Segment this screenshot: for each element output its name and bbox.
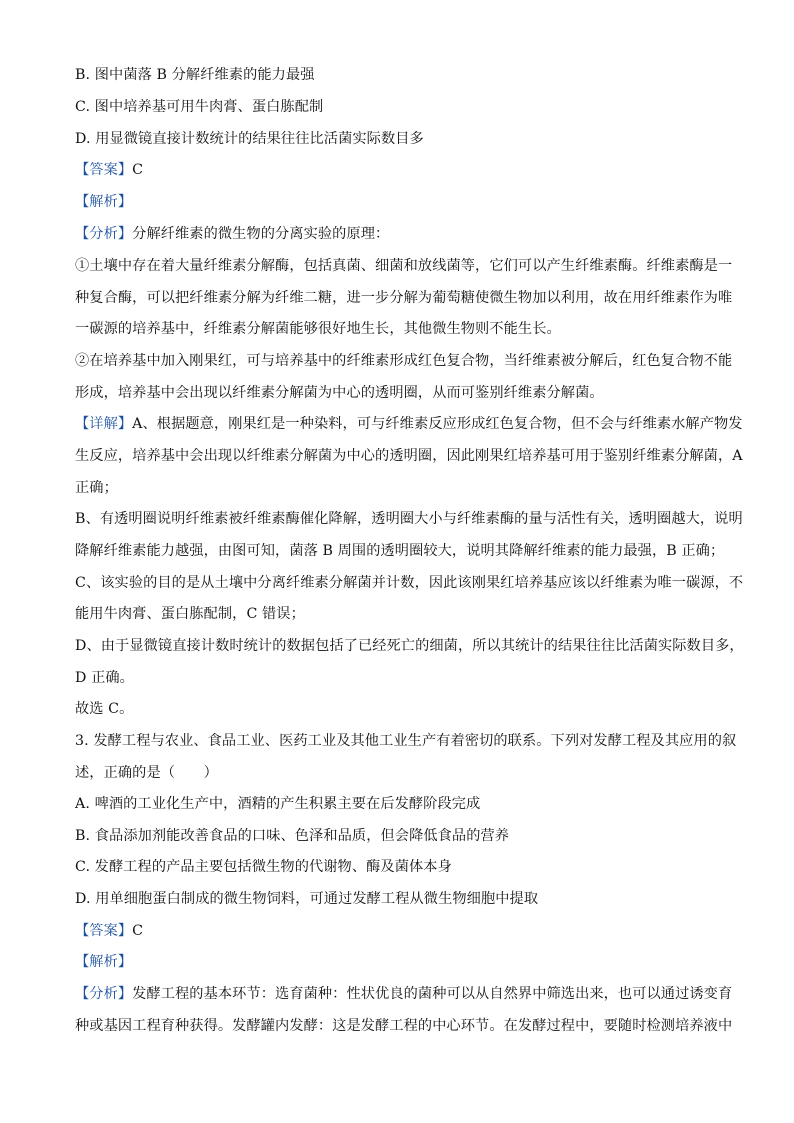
- fenxi-line: 【分析】发酵工程的基本环节：选育菌种：性状优良的菌种可以从自然界中筛选出来，也可以通过诱变育: [75, 986, 733, 1002]
- answer-value: C: [132, 162, 144, 178]
- paragraph-line: C、该实验的目的是从土壤中分离纤维素分解菌并计数，因此该刚果红培养基应该以纤维素为唯一碳源，不: [75, 575, 744, 591]
- analysis-heading: 【解析】: [75, 954, 133, 970]
- xiangjie-tag: 【详解】: [75, 416, 133, 432]
- paragraph-line: ①土壤中存在着大量纤维素分解酶，包括真菌、细菌和放线菌等，它们可以产生纤维素酶。纤维素酶是一: [75, 258, 733, 274]
- fenxi-tag: 【分析】: [75, 986, 133, 1002]
- paragraph-line: B、有透明圈说明纤维素被纤维素酶催化降解，透明圈大小与纤维素酶的量与活性有关，透明圈越大，说明: [75, 511, 743, 527]
- option-d: D. 用显微镜直接计数统计的结果往往比活菌实际数目多: [75, 131, 424, 147]
- answer-value: C: [132, 923, 144, 939]
- paragraph-line: 降解纤维素能力越强，由图可知，菌落 B 周围的透明圈较大，说明其降解纤维素的能力最强，B 正确；: [75, 543, 725, 559]
- question-3-stem: 3. 发酵工程与农业、食品工业、医药工业及其他工业生产有着密切的联系。下列对发酵工程及其应用的叙: [75, 733, 737, 749]
- answer-line: [75, 921, 725, 941]
- question-3-stem: 述，正确的是（ ）: [75, 765, 218, 781]
- option-c: C. 发酵工程的产品主要包括微生物的代谢物、酶及菌体本身: [75, 859, 452, 875]
- option-c: C. 图中培养基可用牛肉膏、蛋白胨配制: [75, 99, 324, 115]
- answer-tag: 【答案】: [75, 162, 133, 178]
- xiangjie-line: 【详解】A、根据题意，刚果红是一种染料，可与纤维素反应形成红色复合物，但不会与纤维素水解产物发: [75, 416, 743, 432]
- paragraph-line: D 正确。: [75, 670, 134, 686]
- fenxi-tag: 【分析】: [75, 226, 133, 242]
- paragraph-line: 种或基因工程育种获得。发酵罐内发酵：这是发酵工程的中心环节。在发酵过程中，要随时检测培养液中: [75, 1018, 733, 1034]
- paragraph-line: 形成，培养基中会出现以纤维素分解菌为中心的透明圈，从而可鉴别纤维素分解菌。: [75, 385, 604, 401]
- option-b: B. 图中菌落 B 分解纤维素的能力最强: [75, 67, 315, 83]
- option-b: B. 食品添加剂能改善食品的口味、色泽和品质，但会降低食品的营养: [75, 828, 510, 844]
- paragraph-line: 正确；: [75, 480, 118, 496]
- option-d: D. 用单细胞蛋白制成的微生物饲料，可通过发酵工程从微生物细胞中提取: [75, 891, 539, 907]
- answer-tag: 【答案】: [75, 923, 133, 939]
- option-a: A. 啤酒的工业化生产中，酒精的产生积累主要在后发酵阶段完成: [75, 796, 481, 812]
- paragraph-line: 一碳源的培养基中，纤维素分解菌能够很好地生长，其他微生物则不能生长。: [75, 321, 561, 337]
- paragraph-line: 生反应，培养基中会出现以纤维素分解菌为中心的透明圈，因此刚果红培养基可用于鉴别纤维素分解菌，A: [75, 448, 743, 464]
- fenxi-line: 【分析】分解纤维素的微生物的分离实验的原理：: [75, 226, 390, 242]
- paragraph-line: D、由于显微镜直接计数时统计的数据包括了已经死亡的细菌，所以其统计的结果往往比活菌实际数目多，: [75, 638, 744, 654]
- conclusion-line: 故选 C。: [75, 701, 134, 717]
- analysis-heading: 【解析】: [75, 194, 133, 210]
- answer-line: [75, 160, 725, 180]
- paragraph-line: ②在培养基中加入刚果红，可与培养基中的纤维素形成红色复合物，当纤维素被分解后，红色复合物不能: [75, 353, 733, 369]
- paragraph-line: 种复合酶，可以把纤维素分解为纤维二糖，进一步分解为葡萄糖使微生物加以利用，故在用纤维素作为唯: [75, 290, 733, 306]
- paragraph-line: 能用牛肉膏、蛋白胨配制，C 错误；: [75, 606, 305, 622]
